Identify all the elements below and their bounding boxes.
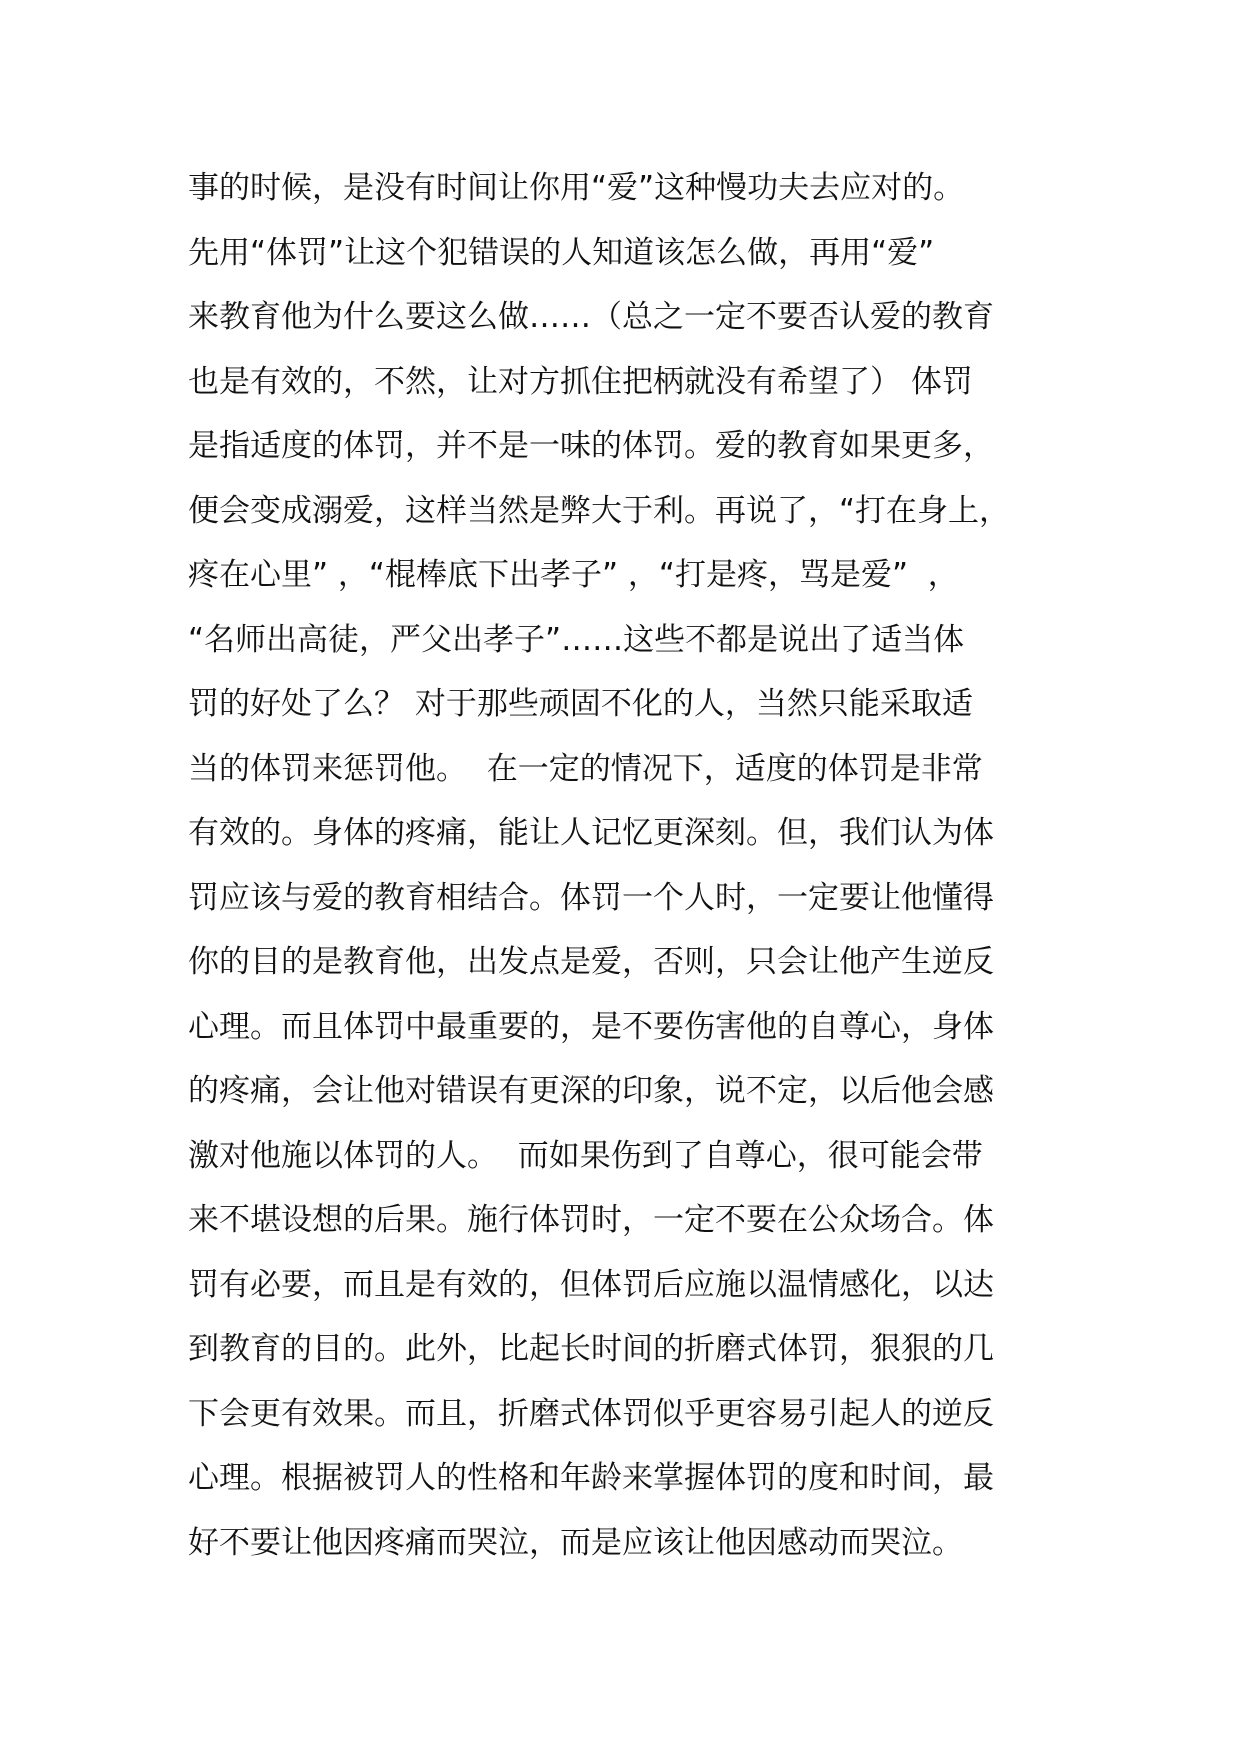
text-line: 有效的。身体的疼痛，能让人记忆更深刻。但，我们认为体 — [188, 815, 994, 851]
text-line: “名师出高徒，严父出孝子”……这些不都是说出了适当体 — [188, 621, 965, 658]
text-line: 先用“体罚”让这个犯错误的人知道该怎么做，再用“爱” — [188, 234, 935, 271]
text-line: 来教育他为什么要这么做……（总之一定不要否认爱的教育 — [188, 299, 994, 335]
text-line: 罚应该与爱的教育相结合。体罚一个人时，一定要让他懂得 — [188, 879, 994, 916]
text-line: 到教育的目的。此外，比起长时间的折磨式体罚，狠狠的几 — [188, 1331, 994, 1367]
text-line: 疼在心里” ，“棍棒底下出孝子” ，“打是疼，骂是爱” ， — [188, 557, 959, 593]
text-line: 激对他施以体罚的人。 而如果伤到了自尊心，很可能会带 — [188, 1137, 983, 1174]
text-line: 罚的好处了么？ 对于那些顽固不化的人，当然只能采取适 — [188, 686, 973, 722]
body-text — [188, 156, 1068, 1575]
text-line: 你的目的是教育他，出发点是爱，否则，只会让他产生逆反 — [188, 944, 994, 980]
text-line: 心理。根据被罚人的性格和年龄来掌握体罚的度和时间，最 — [188, 1460, 994, 1496]
text-line: 事的时候，是没有时间让你用“爱”这种慢功夫去应对的。 — [188, 170, 965, 206]
text-line: 便会变成溺爱，这样当然是弊大于利。再说了，“打在身上， — [188, 492, 1011, 529]
text-line: 好不要让他因疼痛而哭泣，而是应该让他因感动而哭泣。 — [188, 1524, 963, 1561]
text-line: 下会更有效果。而且，折磨式体罚似乎更容易引起人的逆反 — [188, 1395, 994, 1432]
text-line: 心理。而且体罚中最重要的，是不要伤害他的自尊心，身体 — [188, 1008, 994, 1045]
text-line: 的疼痛，会让他对错误有更深的印象，说不定，以后他会感 — [188, 1073, 994, 1109]
text-line: 当的体罚来惩罚他。 在一定的情况下，适度的体罚是非常 — [188, 750, 983, 787]
text-line: 也是有效的，不然，让对方抓住把柄就没有希望了） 体罚 — [188, 363, 973, 400]
text-line: 是指适度的体罚，并不是一味的体罚。爱的教育如果更多， — [188, 428, 994, 464]
text-line: 来不堪设想的后果。施行体罚时，一定不要在公众场合。体 — [188, 1202, 994, 1238]
text-line: 罚有必要，而且是有效的，但体罚后应施以温情感化，以达 — [188, 1266, 994, 1303]
